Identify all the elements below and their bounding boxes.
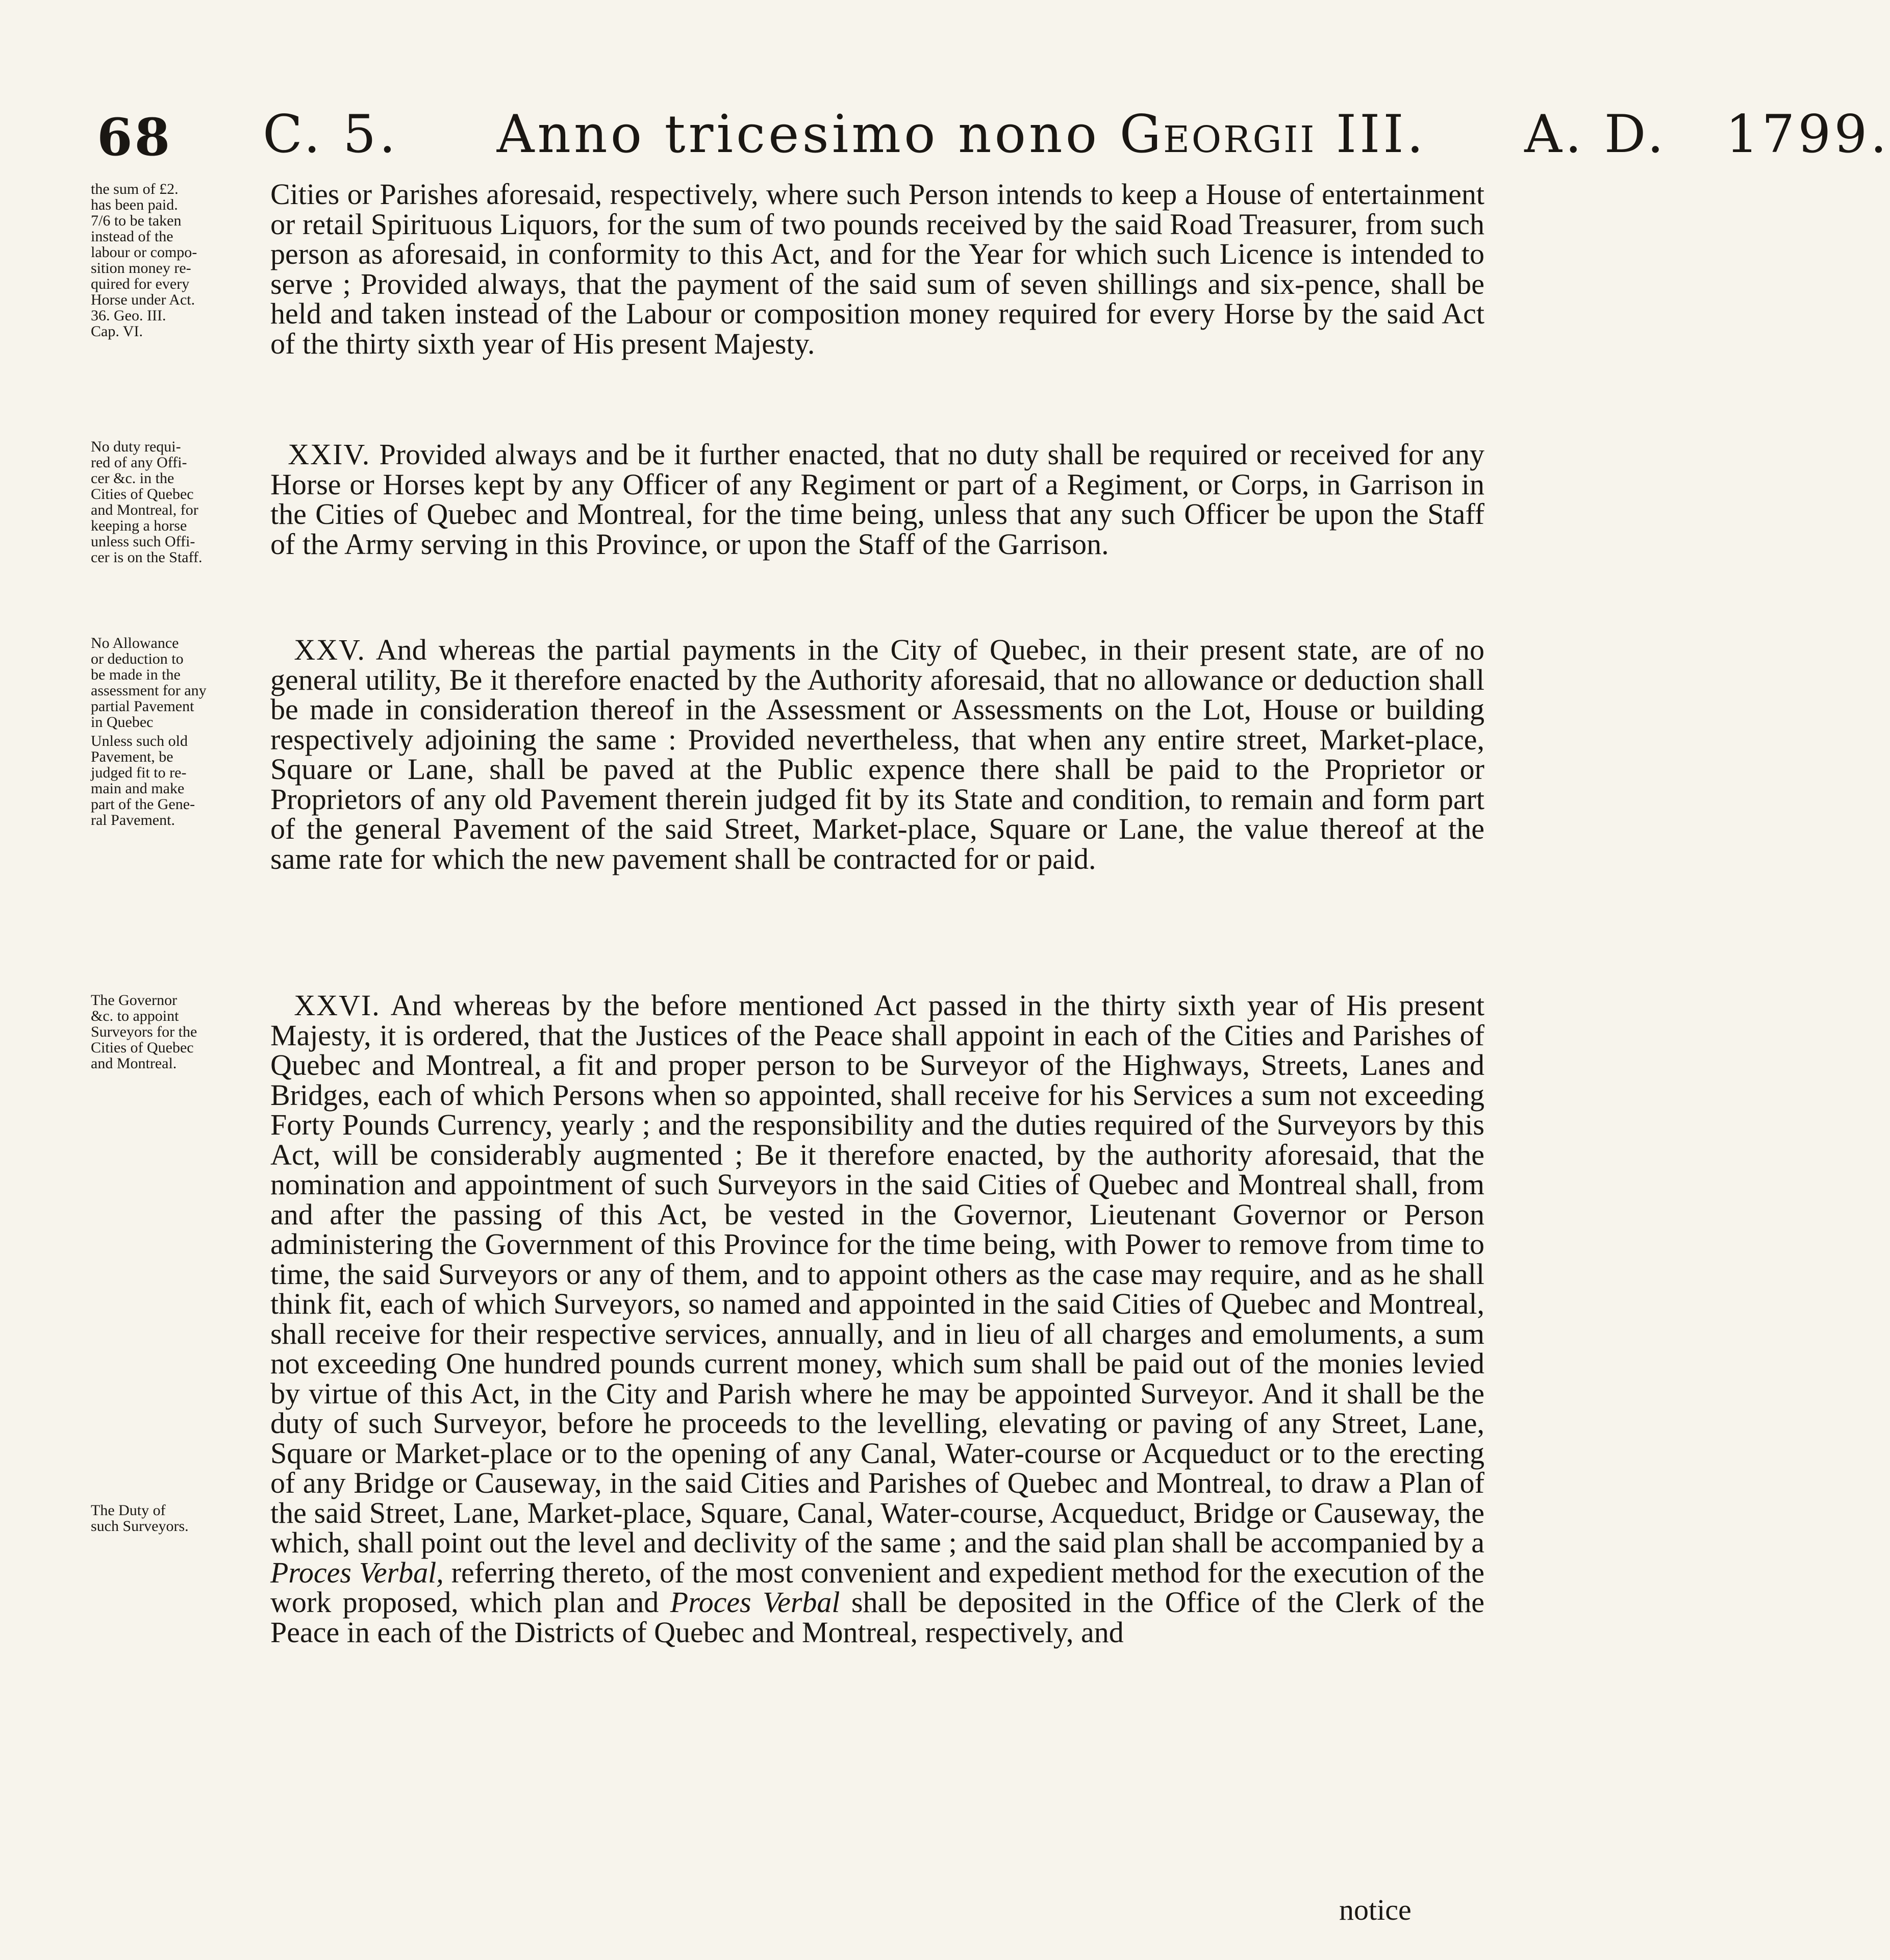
note-line: 7/6 to be taken	[91, 212, 182, 229]
note-line: Pavement, be	[91, 748, 173, 765]
section-text: Provided always and be it further enacted, that no duty shall be required or received for any Horse or Horses kept by any Officer of any Regiment or part of a Regiment, or Corps, in Garrison in the Cities of Quebec and Montreal, for the time being, unless that any such Officer be upon the Staff of the Army serving in this Province, or upon the Staff of the Garrison.	[270, 438, 1485, 561]
margin-note-no-duty	[91, 439, 259, 565]
margin-note-old-pavement	[91, 733, 259, 828]
note-line: partial Pavement	[91, 698, 194, 715]
note-line: labour or compo-	[91, 244, 197, 261]
italic-term: Proces Verbal	[670, 1586, 840, 1619]
note-line: the sum of £2.	[91, 181, 179, 197]
note-line: ral Pavement.	[91, 812, 175, 828]
section-xxiv	[270, 440, 1484, 559]
note-line: Surveyors for the	[91, 1023, 197, 1040]
note-line: in Quebec	[91, 714, 154, 731]
note-line: and Montreal, for	[91, 501, 198, 518]
note-line: main and make	[91, 780, 185, 797]
running-title	[263, 104, 1890, 165]
page-number: 68	[97, 107, 172, 167]
note-line: keeping a horse	[91, 517, 187, 534]
section-xxv	[270, 635, 1484, 874]
margin-note-no-allowance	[91, 635, 259, 730]
section-text: referring thereto, of the most convenient and expedient method for the execution of the work proposed, which plan and	[270, 1555, 1484, 1619]
paragraph-continuation	[270, 180, 1484, 359]
section-paragraph	[270, 440, 1484, 559]
note-line: The Duty of	[91, 1502, 166, 1519]
regnal-number: III.	[1335, 104, 1427, 165]
note-line: No Allowance	[91, 635, 179, 651]
section-text: And whereas by the before mentioned Act passed in the thirty sixth year of His present Majesty, it is ordered, that the Justices of the Peace shall appoint in each of the Cities and Parishes of Quebec and Montreal, a fit and proper person to be Surveyor of the Highways, Streets, Lanes and Bridges, each of which Persons when so appointed, shall receive for his Services a sum not exceeding Forty Pounds Currency, yearly ; and the responsibility and the duties required of the Surveyors by this Act, will be considerably augmented ; Be it therefore enacted, by the authority aforesaid, that the nomination and appointment of such Surveyors in the said Cities of Quebec and Montreal shall, from and after the passing of this Act, be vested in the Governor, Lieutenant Governor or Person administering the Government of this Province for the time being, with Power to remove from time to time, the said Surveyors or any of them, and to appoint others as the case may require, and as he shall think fit, each of which Surveyors, so named and appointed in the said Cities of Quebec and Montreal, shall receive for their respective services, annually, and in lieu of all charges and emoluments, a sum not exceeding One hundred pounds current money, which sum shall be paid out of the monies levied by virtue of this Act, in the City and Parish where he may be appointed Surveyor. And it shall be the duty of such Surveyor, before he proceeds to the levelling, elevating or paving of any Street, Lane, Square or Market-place or to the opening of any Canal, Water-course or Acqueduct or to the erecting of any Bridge or Causeway, in the said Cities and Parishes of Quebec and Montreal, to draw a Plan of the said Street, Lane, Market-place, Square, Canal, Water-course, Acqueduct, Bridge or Causeway, the which, shall point out the level and declivity of the same ; and the said plan shall be accompanied by a	[270, 989, 1484, 1559]
section-text: And whereas the partial payments in the City of Quebec, in their present state, are of no general utility, Be it therefore enacted by the Authority aforesaid, that no allowance or deduction shall be made in consideration thereof in the Assessment or Assessments on the Lot, House or building respectively adjoining the same : Provided nevertheless, that when any entire street, Market-place, Square or Lane, shall be paved at the Public expence there shall be paid to the Proprietor or Proprietors of any old Pavement therein judged fit by its State and condition, to remain and form part of the general Pavement of the said Street, Market-place, Square or Lane, the value thereof at the same rate for which the new pavement shall be contracted for or paid.	[270, 633, 1484, 875]
note-line: judged fit to re-	[91, 764, 187, 781]
note-line: The Governor	[91, 992, 178, 1009]
note-line: unless such Offi-	[91, 533, 195, 550]
note-line: quired for every	[91, 275, 190, 292]
note-line: sition money re-	[91, 260, 191, 277]
margin-note-fee	[91, 181, 259, 339]
note-line: or deduction to	[91, 650, 184, 667]
note-line: be made in the	[91, 666, 181, 683]
section-number: XXV.	[294, 633, 366, 666]
margin-note-governor	[91, 992, 259, 1071]
note-line: cer &c. in the	[91, 470, 174, 487]
section-number: XXIV.	[288, 438, 371, 471]
margin-note-surveyor-duty	[91, 1502, 259, 1534]
note-line: has been paid.	[91, 196, 178, 213]
running-header	[87, 97, 1890, 168]
note-line: 36. Geo. III.	[91, 307, 166, 324]
monarch-name: Georgii	[1119, 104, 1317, 165]
paragraph-text: Cities or Parishes aforesaid, respectively, where such Person intends to keep a House of entertainment or retail Spirituous Liquors, for the sum of two pounds received by the said Road Treasurer, from such person as aforesaid, in conformity to this Act, and for the Year for which such Licence is intended to serve ; Provided always, that the payment of the said sum of seven shillings and six-pence, shall be held and taken instead of the Labour or composition money required for every Horse by the said Act of the thirty sixth year of His present Majesty.	[270, 178, 1484, 360]
year-prefix: A. D.	[1524, 104, 1667, 165]
section-paragraph	[270, 991, 1484, 1647]
catchword: notice	[1339, 1893, 1412, 1926]
title-words: Anno tricesimo nono	[496, 104, 1100, 165]
note-line: part of the Gene-	[91, 796, 195, 813]
note-line: instead of the	[91, 228, 173, 245]
note-line: Cap. VI.	[91, 323, 143, 340]
note-line: red of any Offi-	[91, 454, 187, 471]
section-text: shall be deposited in the Office of the Clerk of the Peace in each of the Districts of Quebec and Montreal, respectively, and	[270, 1586, 1484, 1649]
chapter-number: C. 5.	[263, 104, 399, 165]
note-line: No duty requi-	[91, 438, 181, 455]
note-line: such Surveyors.	[91, 1518, 189, 1535]
note-line: Horse under Act.	[91, 291, 195, 308]
note-line: Unless such old	[91, 733, 188, 749]
note-line: cer is on the Staff.	[91, 549, 203, 566]
note-line: Cities of Quebec	[91, 1039, 194, 1056]
section-number: XXVI.	[294, 989, 381, 1022]
section-paragraph	[270, 635, 1484, 874]
italic-term: Proces Verbal,	[270, 1555, 444, 1589]
note-line: &c. to appoint	[91, 1008, 179, 1024]
section-xxvi	[270, 991, 1484, 1647]
note-line: and Montreal.	[91, 1055, 177, 1072]
note-line: Cities of Quebec	[91, 486, 194, 502]
note-line: assessment for any	[91, 682, 207, 699]
year: 1799.	[1725, 104, 1890, 165]
